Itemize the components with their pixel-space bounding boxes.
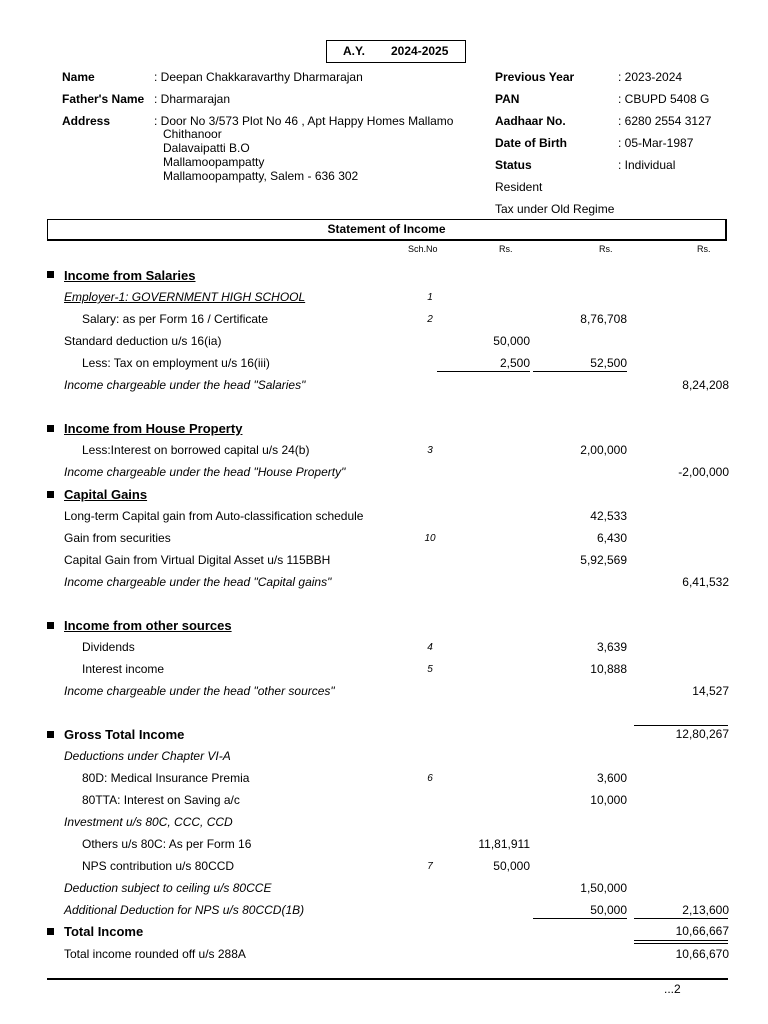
amount: 6,41,532 <box>682 575 729 589</box>
80d-row: 80D: Medical Insurance Premia <box>82 771 250 785</box>
amount: 10,66,670 <box>675 947 729 961</box>
previous-year-label: Previous Year <box>495 70 575 84</box>
section-bullet <box>47 928 54 935</box>
deductions-heading: Deductions under Chapter VI-A <box>64 749 231 763</box>
sch-no: 10 <box>424 533 436 544</box>
section-bullet <box>47 425 54 432</box>
pan-label: PAN <box>495 92 520 106</box>
resident-status: Resident <box>495 180 543 194</box>
gross-total-income-row: Gross Total Income <box>64 727 185 742</box>
assessment-year-box <box>326 40 466 63</box>
dob-value: : 05-Mar-1987 <box>618 136 694 150</box>
col-rs-2: Rs. <box>599 244 613 254</box>
amount: 1,50,000 <box>580 881 627 895</box>
section-bullet <box>47 731 54 738</box>
name-value: : Deepan Chakkaravarthy Dharmarajan <box>154 70 363 84</box>
80ccd1b-row: Additional Deduction for NPS u/s 80CCD(1B) <box>64 903 305 917</box>
pan-value: : CBUPD 5408 G <box>618 92 710 106</box>
section-salaries: Income from Salaries <box>64 268 196 283</box>
father-name-value: : Dharmarajan <box>154 92 231 106</box>
amount: 6,430 <box>596 531 627 545</box>
address-line-3: Dalavaipatti B.O <box>163 141 250 155</box>
capital-gains-total-row: Income chargeable under the head "Capital gains" <box>64 575 332 589</box>
page-continuation: ...2 <box>664 982 681 996</box>
sch-no: 7 <box>427 861 433 872</box>
amount: 2,500 <box>499 356 530 370</box>
vda-gain-row: Capital Gain from Virtual Digital Asset u/s 115BBH <box>64 553 331 567</box>
employer-row: Employer-1: GOVERNMENT HIGH SCHOOL <box>64 290 306 304</box>
interest-income-row: Interest income <box>82 662 165 676</box>
amount: 52,500 <box>590 356 627 370</box>
tax-regime: Tax under Old Regime <box>495 202 615 216</box>
other-sources-total-row: Income chargeable under the head "other sources" <box>64 684 335 698</box>
sch-no: 3 <box>427 445 433 456</box>
section-bullet <box>47 491 54 498</box>
divider <box>533 918 627 919</box>
sch-no: 6 <box>427 773 433 784</box>
tax-on-employment-row: Less: Tax on employment u/s 16(iii) <box>82 356 270 370</box>
sch-no: 2 <box>427 314 433 325</box>
amount: -2,00,000 <box>678 465 729 479</box>
ay-value: 2024-2025 <box>391 44 449 58</box>
standard-deduction-row: Standard deduction u/s 16(ia) <box>64 334 222 348</box>
divider <box>634 940 728 941</box>
section-bullet <box>47 271 54 278</box>
col-rs-1: Rs. <box>499 244 513 254</box>
total-income-row: Total Income <box>64 924 144 939</box>
dob-label: Date of Birth <box>495 136 567 150</box>
salaries-total-row: Income chargeable under the head "Salaries" <box>64 378 306 392</box>
footer-rule <box>47 978 728 980</box>
amount: 50,000 <box>493 334 530 348</box>
house-property-total-row: Income chargeable under the head "House Property" <box>64 465 346 479</box>
dividends-row: Dividends <box>82 640 135 654</box>
amount: 2,00,000 <box>580 443 627 457</box>
interest-borrowed-row: Less:Interest on borrowed capital u/s 24(b) <box>82 443 310 457</box>
aadhaar-value: : 6280 2554 3127 <box>618 114 712 128</box>
amount: 10,66,667 <box>675 924 729 938</box>
80c-row: Others u/s 80C: As per Form 16 <box>82 837 252 851</box>
amount: 8,24,208 <box>682 378 729 392</box>
amount: 3,600 <box>596 771 627 785</box>
address-line-4: Mallamoopampatty <box>163 155 265 169</box>
rounded-total-row: Total income rounded off u/s 288A <box>64 947 246 961</box>
amount: 10,888 <box>590 662 627 676</box>
divider <box>634 725 728 726</box>
divider <box>533 371 627 372</box>
salary-row: Salary: as per Form 16 / Certificate <box>82 312 269 326</box>
nps-80ccd-row: NPS contribution u/s 80CCD <box>82 859 235 873</box>
col-sch-no: Sch.No <box>408 244 438 254</box>
sch-no: 5 <box>427 664 433 675</box>
name-label: Name <box>62 70 95 84</box>
ltcg-row: Long-term Capital gain from Auto-classification schedule <box>64 509 364 523</box>
previous-year-value: : 2023-2024 <box>618 70 683 84</box>
col-rs-3: Rs. <box>697 244 711 254</box>
statement-title: Statement of Income <box>47 219 727 241</box>
status-value: : Individual <box>618 158 676 172</box>
status-label: Status <box>495 158 532 172</box>
address-line-1: : Door No 3/573 Plot No 46 , Apt Happy Homes Mallamo <box>154 114 454 128</box>
divider <box>634 943 728 944</box>
section-bullet <box>47 622 54 629</box>
section-capital-gains: Capital Gains <box>64 487 148 502</box>
section-other-sources: Income from other sources <box>64 618 232 633</box>
amount: 3,639 <box>596 640 627 654</box>
amount: 42,533 <box>590 509 627 523</box>
amount: 50,000 <box>493 859 530 873</box>
ay-label: A.Y. <box>343 44 366 58</box>
address-line-5: Mallamoopampatty, Salem - 636 302 <box>163 169 359 183</box>
amount: 12,80,267 <box>675 727 729 741</box>
investment-heading: Investment u/s 80C, CCC, CCD <box>64 815 233 829</box>
gain-securities-row: Gain from securities <box>64 531 171 545</box>
sch-no: 4 <box>427 642 433 653</box>
amount: 5,92,569 <box>580 553 627 567</box>
amount: 14,527 <box>692 684 729 698</box>
father-name-label: Father's Name <box>62 92 145 106</box>
address-label: Address <box>62 114 111 128</box>
amount: 8,76,708 <box>580 312 627 326</box>
divider <box>634 918 728 919</box>
address-line-2: Chithanoor <box>163 127 222 141</box>
section-house-property: Income from House Property <box>64 421 243 436</box>
80tta-row: 80TTA: Interest on Saving a/c <box>82 793 240 807</box>
80cce-row: Deduction subject to ceiling u/s 80CCE <box>64 881 272 895</box>
amount: 2,13,600 <box>682 903 729 917</box>
amount: 50,000 <box>590 903 627 917</box>
aadhaar-label: Aadhaar No. <box>495 114 566 128</box>
sch-no: 1 <box>427 292 433 303</box>
amount: 10,000 <box>590 793 627 807</box>
amount: 11,81,911 <box>478 837 530 851</box>
divider <box>437 371 530 372</box>
